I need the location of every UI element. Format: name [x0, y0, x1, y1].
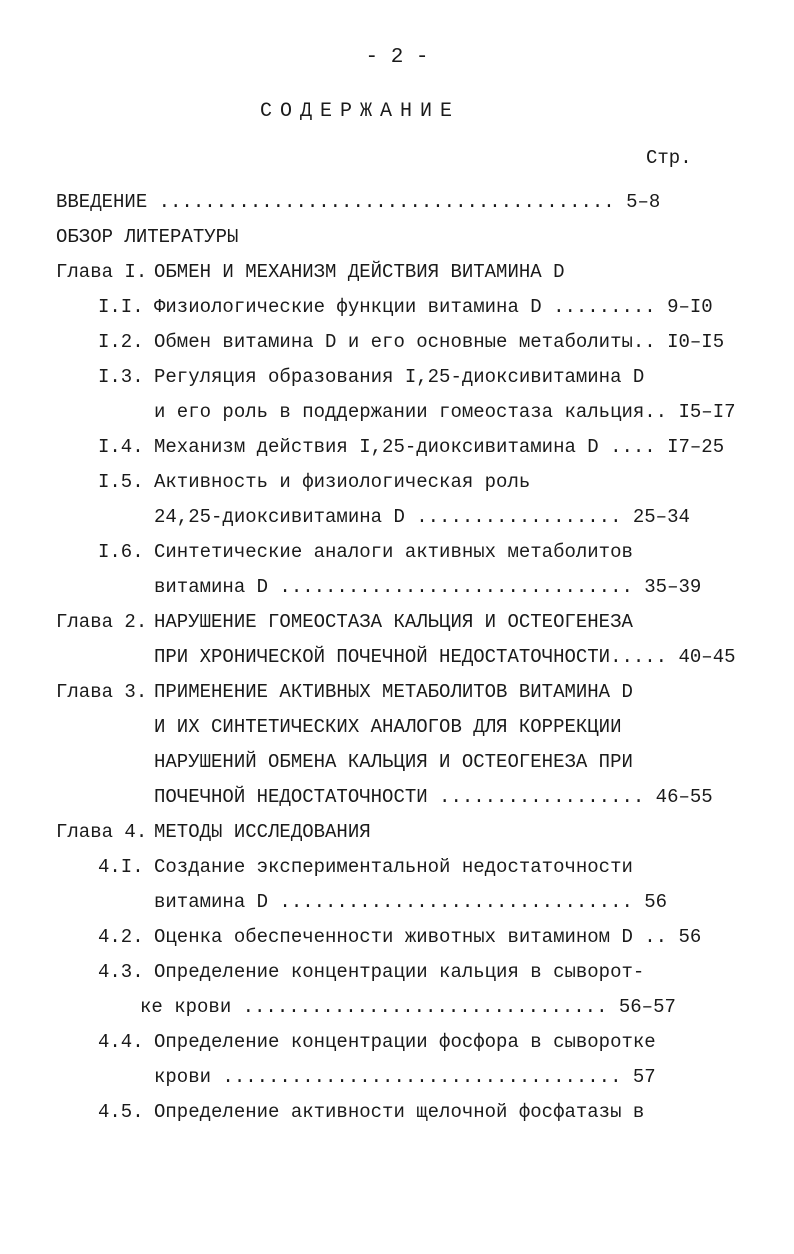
toc-section-number: 4.5. — [98, 1101, 144, 1123]
toc-entry: витамина D ............................... 35–39 — [154, 576, 702, 598]
toc-section-number: I.4. — [98, 436, 144, 458]
toc-entry: И ИХ СИНТЕТИЧЕСКИХ АНАЛОГОВ ДЛЯ КОРРЕКЦИИ — [154, 716, 622, 738]
toc-entry: НАРУШЕНИЙ ОБМЕНА КАЛЬЦИЯ И ОСТЕОГЕНЕЗА ПРИ — [154, 751, 633, 773]
toc-entry: ОБМЕН И МЕХАНИЗМ ДЕЙСТВИЯ ВИТАМИНА D — [154, 261, 565, 283]
toc-entry: ПРИ ХРОНИЧЕСКОЙ ПОЧЕЧНОЙ НЕДОСТАТОЧНОСТИ..... 40–45 — [154, 646, 736, 668]
toc-section-number: I.2. — [98, 331, 144, 353]
toc-entry: Определение концентрации фосфора в сыворотке — [154, 1031, 656, 1053]
toc-entry: МЕТОДЫ ИССЛЕДОВАНИЯ — [154, 821, 371, 843]
pages-column-header: Стр. — [646, 147, 692, 169]
toc-section-number: 4.3. — [98, 961, 144, 983]
toc-entry: Регуляция образования I,25-диоксивитамина D — [154, 366, 645, 388]
toc-section-number: I.5. — [98, 471, 144, 493]
toc-entry: Механизм действия I,25-диоксивитамина D .... I7–25 — [154, 436, 725, 458]
page-title: СОДЕРЖАНИЕ — [259, 100, 461, 123]
toc-section-number: I.6. — [98, 541, 144, 563]
toc-chapter-label: Глава 4. — [56, 821, 148, 843]
toc-entry: витамина D ............................... 56 — [154, 891, 668, 913]
toc-section-number: 4.2. — [98, 926, 144, 948]
toc-entry: Активность и физиологическая роль — [154, 471, 531, 493]
toc-entry: Оценка обеспеченности животных витамином D .. 56 — [154, 926, 702, 948]
page-number: - 2 - — [365, 46, 429, 69]
toc-entry: Определение концентрации кальция в сыворот- — [154, 961, 645, 983]
toc-entry: Создание экспериментальной недостаточности — [154, 856, 633, 878]
toc-chapter-label: Глава I. — [56, 261, 148, 283]
toc-section-number: 4.4. — [98, 1031, 144, 1053]
toc-chapter-label: Глава 3. — [56, 681, 148, 703]
toc-entry: Синтетические аналоги активных метаболитов — [154, 541, 633, 563]
toc-entry: Определение активности щелочной фосфатазы в — [154, 1101, 645, 1123]
toc-entry: ке крови ................................ 56–57 — [140, 996, 676, 1018]
toc-entry: ОБЗОР ЛИТЕРАТУРЫ — [56, 226, 239, 248]
toc-entry: крови ................................... 57 — [154, 1066, 656, 1088]
toc-entry: 24,25-диоксивитамина D .................. 25–34 — [154, 506, 690, 528]
toc-section-number: I.I. — [98, 296, 144, 318]
toc-entry: ПОЧЕЧНОЙ НЕДОСТАТОЧНОСТИ .................. 46–55 — [154, 786, 713, 808]
toc-chapter-label: Глава 2. — [56, 611, 148, 633]
toc-entry: ВВЕДЕНИЕ ........................................ 5–8 — [56, 191, 661, 213]
toc-entry: и его роль в поддержании гомеостаза кальция.. I5–I7 — [154, 401, 736, 423]
toc-section-number: 4.I. — [98, 856, 144, 878]
toc-entry: Физиологические функции витамина D ......... 9–I0 — [154, 296, 713, 318]
toc-entry: Обмен витамина D и его основные метаболиты.. I0–I5 — [154, 331, 725, 353]
toc-section-number: I.3. — [98, 366, 144, 388]
toc-entry: НАРУШЕНИЕ ГОМЕОСТАЗА КАЛЬЦИЯ И ОСТЕОГЕНЕЗА — [154, 611, 633, 633]
toc-entry: ПРИМЕНЕНИЕ АКТИВНЫХ МЕТАБОЛИТОВ ВИТАМИНА D — [154, 681, 633, 703]
